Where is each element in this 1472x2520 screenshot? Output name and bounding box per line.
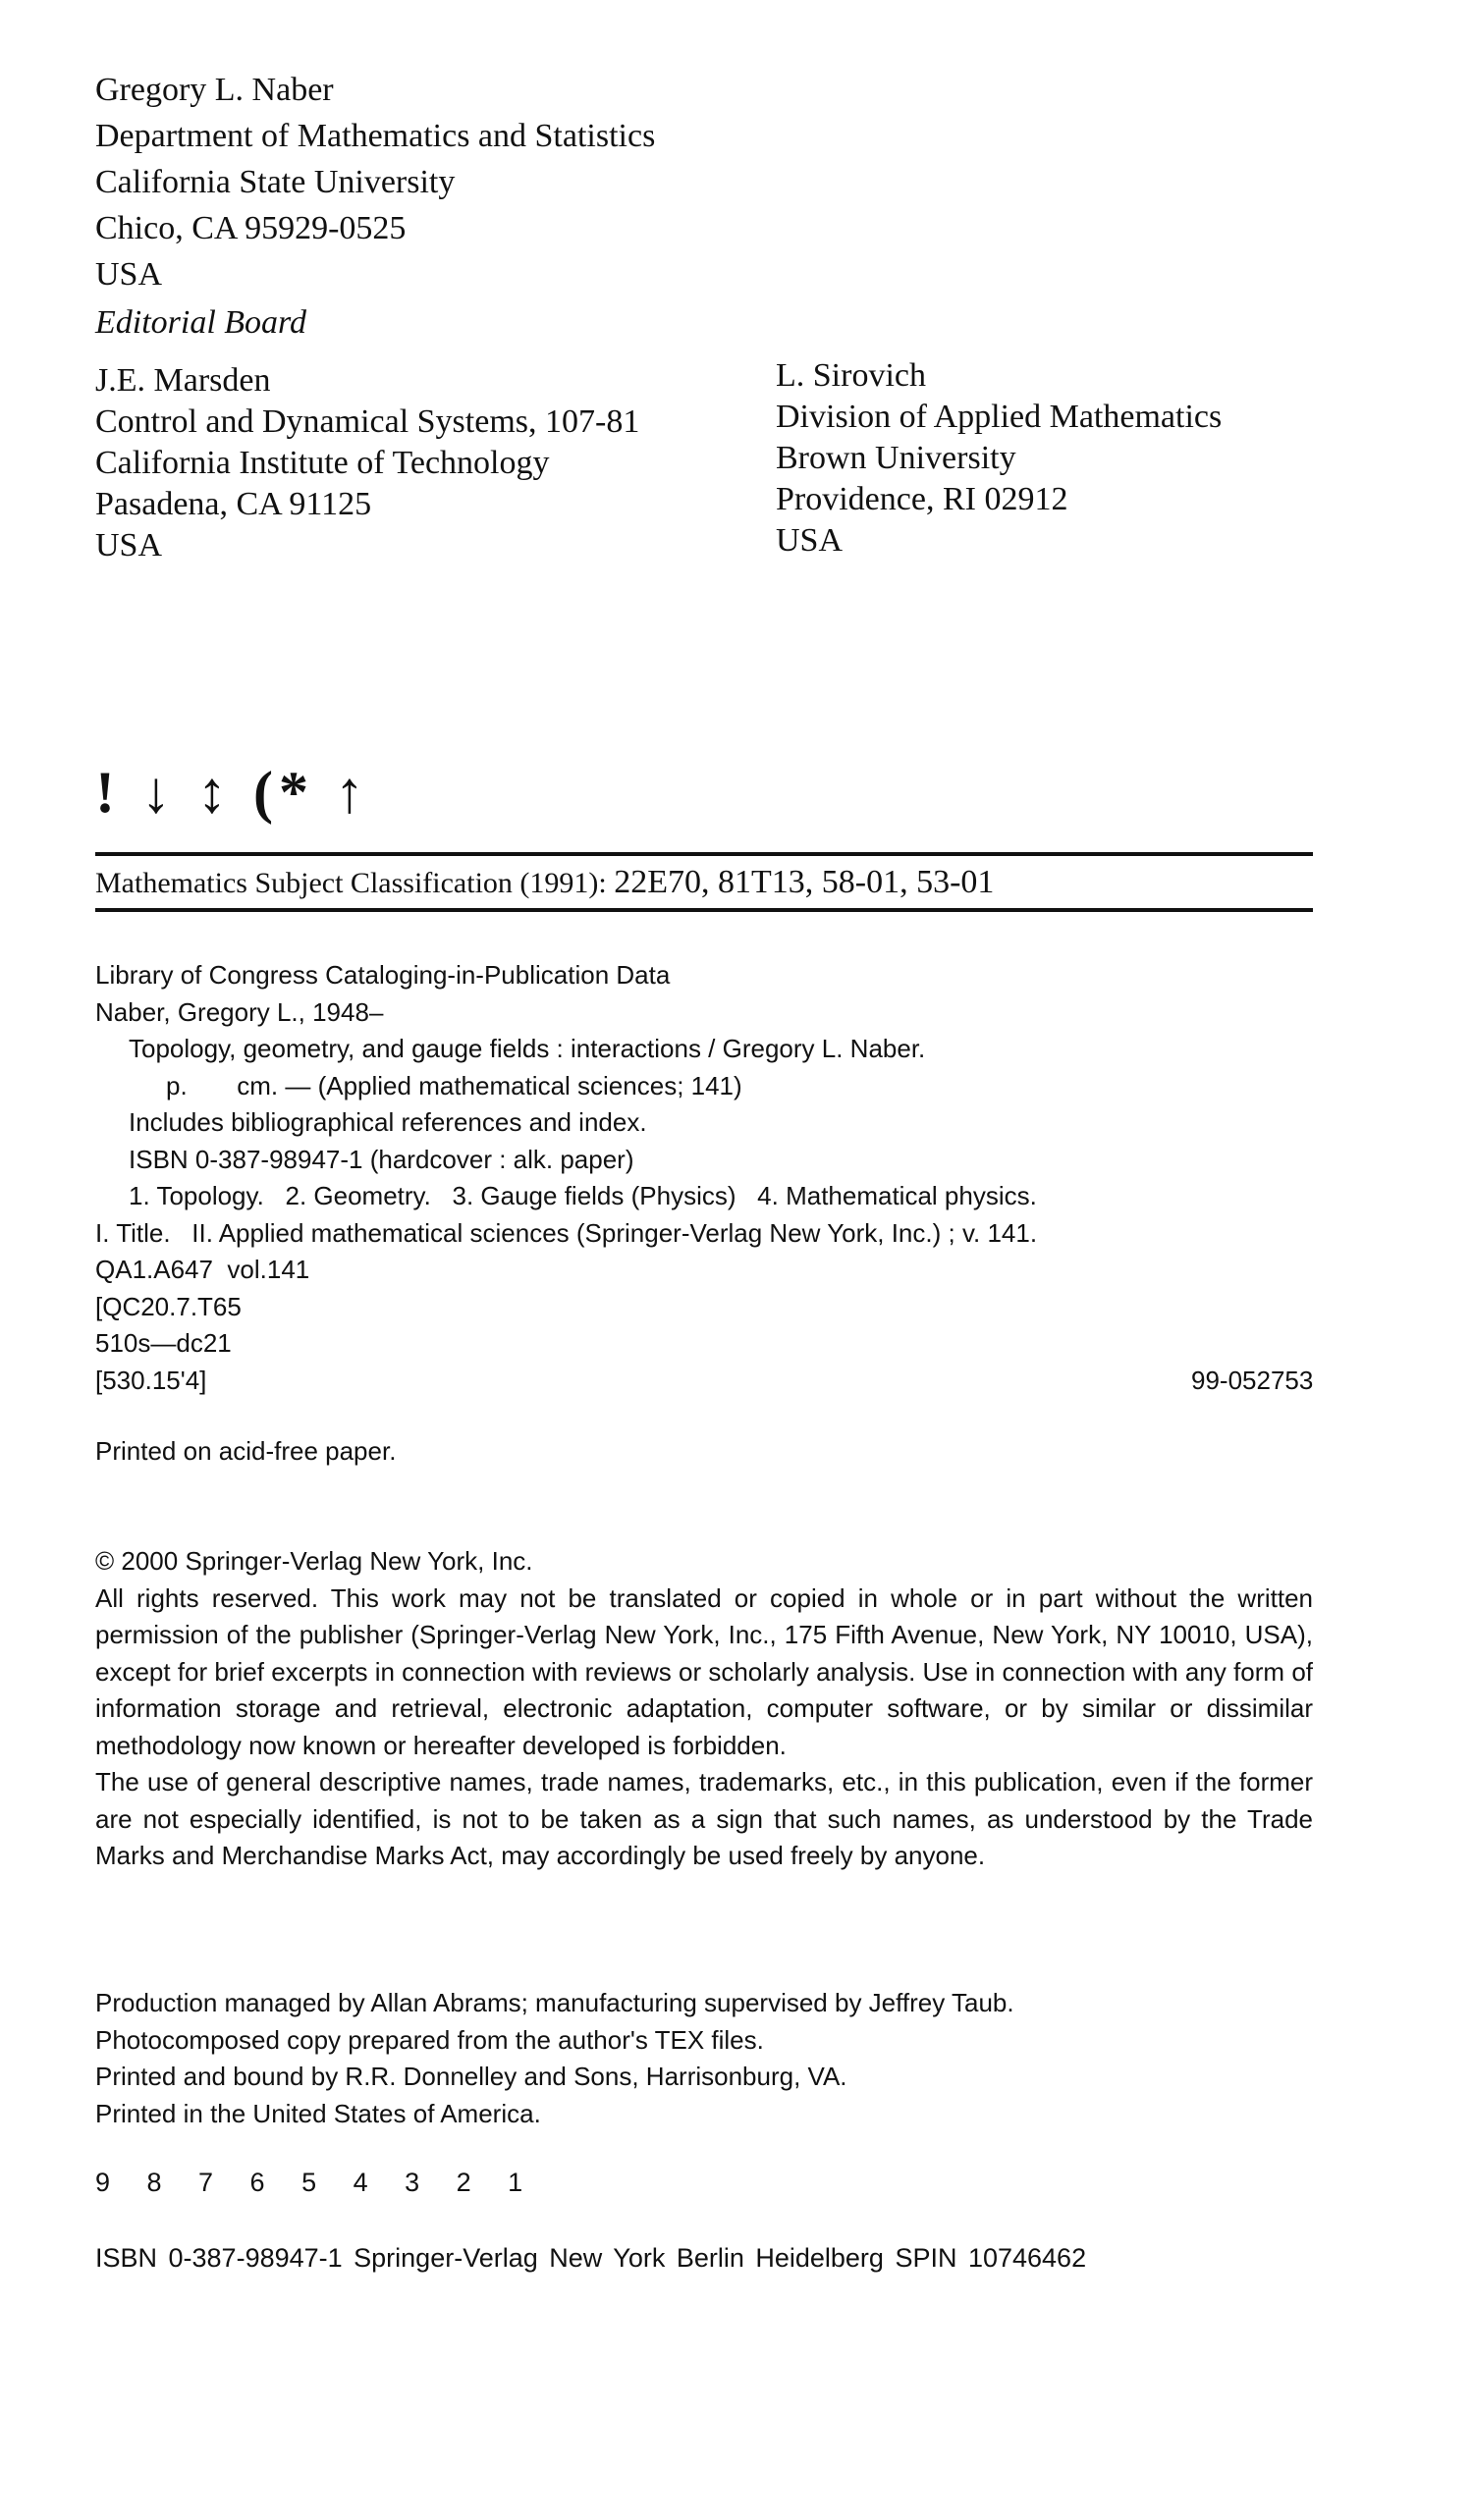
- trademark-paragraph: The use of general descriptive names, trade names, trademarks, etc., in this publication, even if the former are not especially identified, is not to be taken as a sign that such names, as understood by the Trade Marks and Merchandise Marks Act, may accordingly be used freely by anyone.: [95, 1767, 1313, 1870]
- paper-note: Printed on acid-free paper.: [95, 1436, 397, 1466]
- divider-bottom: [95, 908, 1313, 912]
- cip-heading: Library of Congress Cataloging-in-Publication Data: [95, 960, 671, 990]
- editor-name: J.E. Marsden: [95, 362, 271, 399]
- subject-classification: [95, 861, 994, 905]
- editor-department: Division of Applied Mathematics: [776, 399, 1223, 435]
- publisher-logo: ! ↓ ↕ (* ↑: [95, 760, 370, 825]
- cataloging-data: [95, 957, 1037, 1399]
- cip-call-number: QA1.A647 vol.141: [95, 1255, 310, 1284]
- author-department: Department of Mathematics and Statistics: [95, 118, 656, 154]
- author-address: [95, 67, 655, 297]
- cip-author: Naber, Gregory L., 1948–: [95, 996, 384, 1027]
- author-country: USA: [95, 256, 163, 293]
- cip-dewey-alt: [530.15'4]: [95, 1365, 207, 1395]
- cip-lccn: 99-052753: [1191, 1366, 1314, 1395]
- author-name: Gregory L. Naber: [95, 72, 334, 108]
- editor-sirovich: [776, 355, 1222, 562]
- editor-department: Control and Dynamical Systems, 107-81: [95, 403, 640, 440]
- editor-institution: California Institute of Technology: [95, 445, 550, 481]
- cip-lc-number: [QC20.7.T65: [95, 1291, 242, 1321]
- rights-notice: [95, 1543, 1313, 1875]
- copyright-line: © 2000 Springer-Verlag New York, Inc.: [95, 1546, 533, 1576]
- editor-institution: Brown University: [776, 440, 1016, 476]
- editor-name: L. Sirovich: [776, 357, 926, 394]
- author-city: Chico, CA 95929-0525: [95, 210, 407, 246]
- editor-country: USA: [776, 522, 844, 559]
- production-country: Printed in the United States of America.: [95, 2098, 541, 2128]
- production-bound: Printed and bound by R.R. Donnelley and Sons, Harrisonburg, VA.: [95, 2062, 847, 2091]
- cip-title: Topology, geometry, and gauge fields : interactions / Gregory L. Naber.: [129, 1034, 926, 1063]
- divider-top: [95, 852, 1313, 856]
- editor-city: Providence, RI 02912: [776, 481, 1068, 517]
- msc-codes: 22E70, 81T13, 58-01, 53-01: [614, 864, 995, 900]
- cip-added-entries: I. Title. II. Applied mathematical sciences (Springer-Verlag New York, Inc.) ; v. 141.: [95, 1217, 1038, 1248]
- author-university: California State University: [95, 164, 456, 200]
- cip-note: Includes bibliographical references and index.: [129, 1107, 647, 1137]
- cip-subjects: 1. Topology. 2. Geometry. 3. Gauge fields (Physics) 4. Mathematical physics.: [129, 1181, 1037, 1210]
- editor-country: USA: [95, 527, 163, 563]
- isbn-line: ISBN 0-387-98947-1 Springer-Verlag New York Berlin Heidelberg SPIN 10746462: [95, 2243, 1087, 2273]
- editor-city: Pasadena, CA 91125: [95, 486, 372, 522]
- production-photocomposed: Photocomposed copy prepared from the author's TEX files.: [95, 2024, 764, 2055]
- production-managed: Production managed by Allan Abrams; manufacturing supervised by Jeffrey Taub.: [95, 1988, 1014, 2017]
- cip-dewey: 510s—dc21: [95, 1328, 232, 1358]
- editor-marsden: [95, 360, 639, 566]
- production-credits: [95, 1985, 1014, 2132]
- msc-label: Mathematics Subject Classification (1991):: [95, 867, 607, 899]
- rights-paragraph: All rights reserved. This work may not be translated or copied in whole or in part without the written permission of the publisher (Springer-Verlag New York, Inc., 175 Fifth Avenue, New York, NY 10010, USA), except for brief excerpts in connection with reviews or scholarly analysis. Use in connection with any form of information storage and retrieval, electronic adaptation, computer software, or by similar or dissimilar methodology now known or hereafter developed is forbidden.: [95, 1582, 1313, 1760]
- cip-isbn: ISBN 0-387-98947-1 (hardcover : alk. paper): [129, 1144, 634, 1174]
- printing-numbers: 9 8 7 6 5 4 3 2 1: [95, 2168, 538, 2197]
- editorial-board-title: Editorial Board: [95, 304, 307, 341]
- cip-series: p. cm. — (Applied mathematical sciences; 141): [166, 1070, 742, 1100]
